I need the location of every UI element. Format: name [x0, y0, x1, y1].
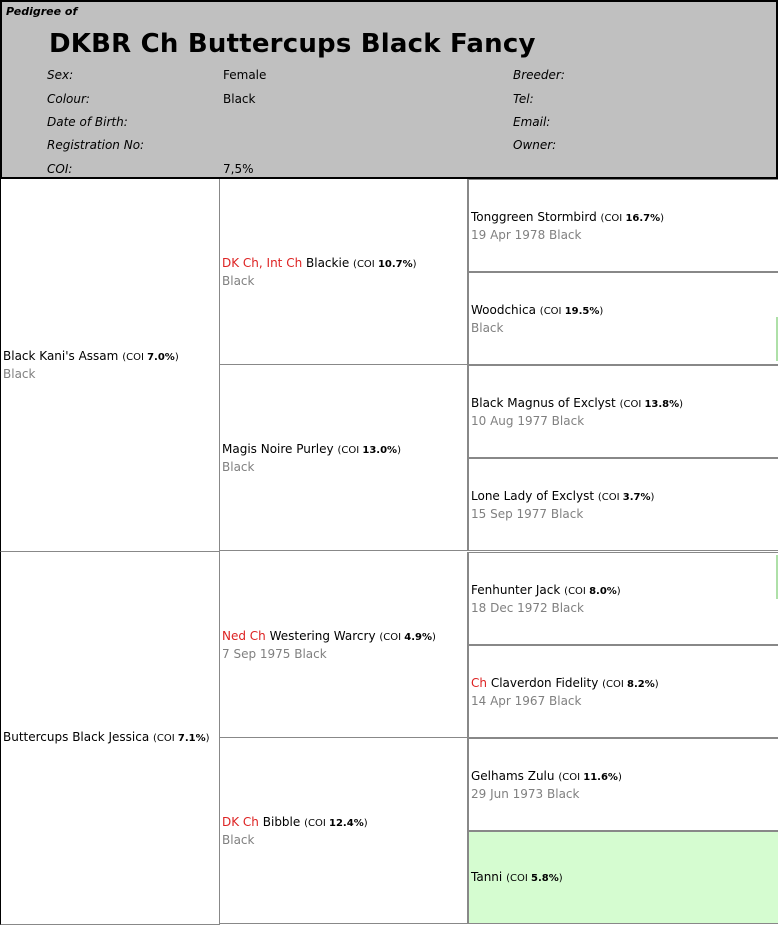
sex-label: Sex:	[47, 68, 74, 82]
dog-name-line	[3, 348, 179, 366]
coi-value: 7.0%	[147, 352, 175, 363]
dog-name-line	[471, 488, 654, 506]
pedigree-cell-dam-sire	[220, 552, 468, 738]
coi-abbrev: COI	[341, 444, 360, 456]
dog-name: Black Magnus of Exclyst	[471, 395, 616, 410]
owner-label: Owner:	[513, 138, 557, 152]
pedigree-cell-dam-dam	[220, 738, 468, 924]
dog-coi: (COI 10.7%)	[353, 258, 417, 270]
email-label: Email:	[513, 115, 551, 129]
coi-abbrev: COI	[543, 305, 562, 317]
registration-label: Registration No:	[47, 138, 145, 152]
dog-coi: (COI 12.4%)	[304, 817, 368, 829]
dog-entry	[3, 348, 179, 382]
coi-abbrev: COI	[568, 585, 586, 597]
pedigree-of-label: Pedigree of	[6, 5, 78, 18]
pedigree-cell-sire-sire-sire	[468, 179, 778, 272]
dog-name: Gelhams Zulu	[471, 768, 555, 783]
pedigree-header	[0, 0, 778, 179]
dog-coi: (COI 5.8%)	[506, 872, 563, 884]
dog-title: DK Ch, Int Ch	[222, 255, 303, 270]
dog-details: Black	[222, 459, 255, 474]
dog-name: Fenhunter Jack	[471, 582, 561, 597]
dog-entry	[471, 302, 603, 336]
dog-name-line	[222, 441, 401, 459]
dog-name-line	[222, 628, 436, 646]
colour-label: Colour:	[47, 92, 90, 106]
coi-value: 8.2%	[627, 678, 655, 690]
dog-name-line	[222, 255, 417, 273]
dog-coi: (COI 8.0%)	[564, 585, 621, 597]
dog-name: Bibble	[262, 814, 301, 829]
coi-value: 13.8%	[644, 398, 680, 410]
coi-abbrev: COI	[509, 872, 528, 884]
dog-details: 14 Apr 1967 Black	[471, 693, 582, 708]
coi-abbrev: COI	[562, 771, 581, 783]
dog-entry	[471, 209, 664, 243]
dog-details: 18 Dec 1972 Black	[471, 600, 584, 615]
coi-abbrev: COI	[356, 258, 375, 270]
pedigree-cell-sire-dam-dam	[468, 458, 778, 551]
coi-abbrev: COI	[601, 491, 620, 503]
dog-details: 19 Apr 1978 Black	[471, 227, 582, 242]
dog-name: Westering Warcry	[269, 628, 376, 643]
coi-value: 7.1%	[177, 733, 206, 744]
dog-name: Black Kani's Assam	[3, 349, 119, 363]
coi-abbrev: COI	[156, 733, 175, 744]
dog-details: 7 Sep 1975 Black	[222, 646, 327, 661]
dog-name: Tonggreen Stormbird	[471, 209, 597, 224]
coi-value: 13.0%	[362, 444, 398, 456]
dog-details: 10 Aug 1977 Black	[471, 413, 585, 428]
dog-coi: (COI 3.7%)	[597, 491, 655, 503]
coi-abbrev: COI	[308, 817, 326, 829]
dog-name: Magis Noire Purley	[222, 441, 334, 456]
coi-value: 7,5%	[223, 162, 254, 176]
coi-value: 11.6%	[583, 771, 618, 783]
dog-coi: (COI 13.8%)	[619, 398, 684, 410]
dog-name-line	[3, 729, 210, 747]
coi-abbrev: COI	[623, 398, 642, 410]
coi-abbrev: COI	[126, 352, 144, 363]
coi-value: 16.7%	[625, 212, 661, 224]
dog-name: Lone Lady of Exclyst	[471, 488, 595, 503]
pedigree-cell-sire	[0, 179, 220, 552]
dog-entry	[471, 675, 659, 709]
coi-label: COI:	[47, 162, 73, 176]
dog-coi: (COI 11.6%)	[558, 771, 622, 783]
dog-name-line	[471, 302, 603, 320]
dog-details: Black	[3, 367, 36, 381]
coi-value: 4.9%	[404, 631, 433, 643]
coi-value: 10.7%	[377, 258, 413, 270]
sex-value: Female	[223, 68, 267, 82]
dog-name-line	[471, 209, 664, 227]
dog-coi: (COI 7.1%)	[153, 733, 210, 744]
coi-abbrev: COI	[606, 678, 624, 690]
colour-value: Black	[223, 92, 256, 106]
dog-name: Blackie	[306, 255, 350, 270]
pedigree-cell-sire-sire-dam	[468, 272, 778, 365]
dog-name-title: DKBR Ch Buttercups Black Fancy	[49, 29, 536, 59]
dog-name: Claverdon Fidelity	[490, 675, 599, 690]
pedigree-cell-dam	[0, 552, 220, 925]
breeder-label: Breeder:	[513, 68, 565, 82]
dob-label: Date of Birth:	[47, 115, 128, 129]
dog-entry	[222, 255, 417, 289]
dog-coi: (COI 16.7%)	[600, 212, 665, 224]
dog-entry	[471, 395, 683, 429]
dog-name: Buttercups Black Jessica	[3, 730, 150, 744]
dog-entry	[471, 488, 654, 522]
dog-details: Black	[471, 320, 504, 335]
dog-name-line	[471, 395, 683, 413]
dog-title: Ch	[471, 675, 487, 690]
pedigree-cell-dam-sire-dam	[468, 645, 778, 738]
dog-entry	[222, 441, 401, 475]
pedigree-cell-sire-dam-sire	[468, 365, 778, 458]
coi-value: 5.8%	[530, 872, 559, 884]
coi-value: 3.7%	[622, 491, 651, 503]
dog-coi: (COI 4.9%)	[379, 631, 436, 643]
pedigree-cell-sire-sire	[220, 179, 468, 365]
dog-details: Black	[222, 832, 255, 847]
coi-value: 12.4%	[329, 817, 364, 829]
dog-details: 15 Sep 1977 Black	[471, 506, 584, 521]
tel-label: Tel:	[513, 92, 534, 106]
dog-entry	[471, 869, 563, 887]
dog-entry	[471, 582, 621, 616]
dog-title: Ned Ch	[222, 628, 266, 643]
dog-details: Black	[222, 273, 255, 288]
dog-name-line	[471, 675, 659, 693]
dog-coi: (COI 8.2%)	[602, 678, 659, 690]
pedigree-cell-dam-dam-dam	[468, 831, 778, 924]
dog-entry	[222, 814, 368, 848]
dog-title: DK Ch	[222, 814, 259, 829]
dog-entry	[3, 729, 210, 747]
dog-name: Woodchica	[471, 302, 536, 317]
dog-entry	[471, 768, 622, 802]
dog-name-line	[222, 814, 368, 832]
dog-name-line	[471, 768, 622, 786]
pedigree-cell-dam-dam-sire	[468, 738, 778, 831]
dog-details: 29 Jun 1973 Black	[471, 786, 580, 801]
coi-abbrev: COI	[383, 631, 402, 643]
dog-coi: (COI 13.0%)	[337, 444, 401, 456]
dog-coi: (COI 7.0%)	[122, 352, 179, 363]
pedigree-cell-sire-dam	[220, 365, 468, 551]
dog-coi: (COI 19.5%)	[539, 305, 604, 317]
dog-name-line	[471, 582, 621, 600]
coi-value: 8.0%	[589, 585, 617, 597]
dog-name-line	[471, 869, 563, 887]
dog-name: Tanni	[471, 869, 503, 884]
coi-abbrev: COI	[604, 212, 623, 224]
dog-entry	[222, 628, 436, 662]
coi-value: 19.5%	[564, 305, 600, 317]
pedigree-cell-dam-sire-sire	[468, 552, 778, 645]
